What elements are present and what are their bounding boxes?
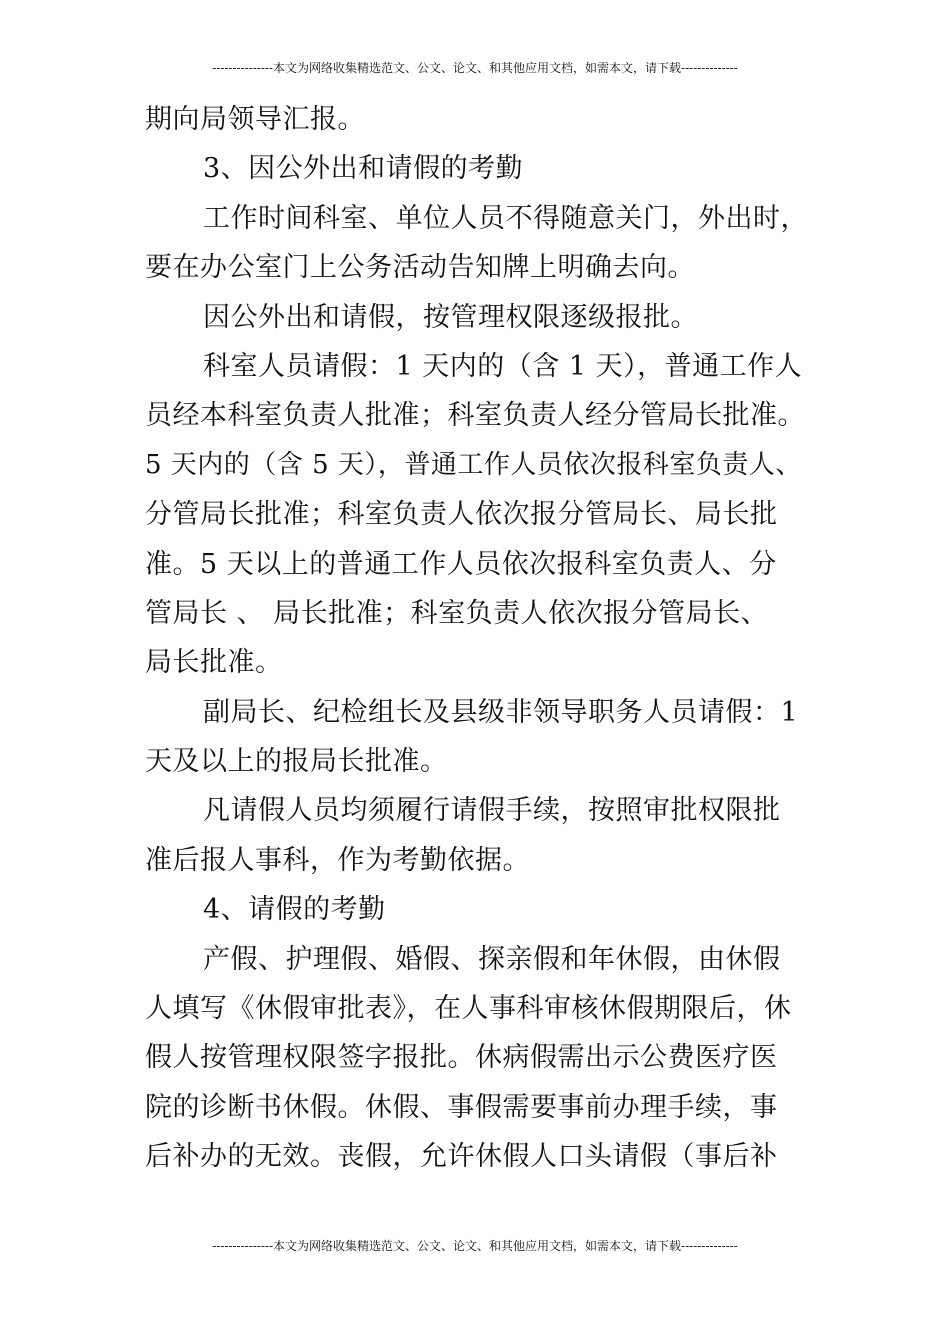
- body-line: 分管局长批准；科室负责人依次报分管局长、局长批: [145, 499, 778, 531]
- body-line: 4、请假的考勤: [203, 894, 386, 926]
- body-line: 准后报人事科，作为考勤依据。: [145, 844, 530, 876]
- body-line: 产假、护理假、婚假、探亲假和年休假，由休假: [203, 943, 781, 975]
- body-line: 假人按管理权限签字报批。休病假需出示公费医疗医: [145, 1042, 778, 1074]
- body-line: 凡请假人员均须履行请假手续，按照审批权限批: [203, 795, 781, 827]
- body-line: 要在办公室门上公务活动告知牌上明确去向。: [145, 252, 695, 284]
- body-line: 院的诊断书休假。休假、事假需要事前办理手续，事: [145, 1091, 778, 1123]
- body-line: 管局长 、 局长批准；科室负责人依次报分管局长、: [145, 597, 769, 629]
- document-body: [145, 95, 809, 1182]
- body-line: 副局长、纪检组长及县级非领导职务人员请假：1: [203, 696, 799, 728]
- body-line: 员经本科室负责人批准；科室负责人经分管局长批准。: [145, 400, 805, 432]
- header-banner: ---------------本文为网络收集精选范文、公文、论文、和其他应用文档，如需本文，请下载--------------: [212, 61, 738, 75]
- body-line: 天及以上的报局长批准。: [145, 746, 448, 778]
- body-line: 因公外出和请假，按管理权限逐级报批。: [203, 301, 698, 333]
- body-line: 3、因公外出和请假的考勤: [203, 153, 524, 185]
- body-line: 5 天内的（含 5 天），普通工作人员依次报科室负责人、: [145, 449, 802, 480]
- body-line: 期向局领导汇报。: [145, 104, 365, 135]
- body-line: 工作时间科室、单位人员不得随意关门，外出时，: [203, 202, 808, 234]
- body-line: 后补办的无效。丧假，允许休假人口头请假（事后补: [145, 1141, 778, 1173]
- footer-banner: ---------------本文为网络收集精选范文、公文、论文、和其他应用文档，如需本文，请下载--------------: [212, 1239, 738, 1253]
- body-line: 人填写《休假审批表》，在人事科审核休假期限后，休: [145, 993, 792, 1025]
- body-line: 科室人员请假：1 天内的（含 1 天），普通工作人: [203, 350, 803, 382]
- body-line: 准。5 天以上的普通工作人员依次报科室负责人、分: [145, 548, 777, 580]
- body-line: 局长批准。: [145, 647, 283, 679]
